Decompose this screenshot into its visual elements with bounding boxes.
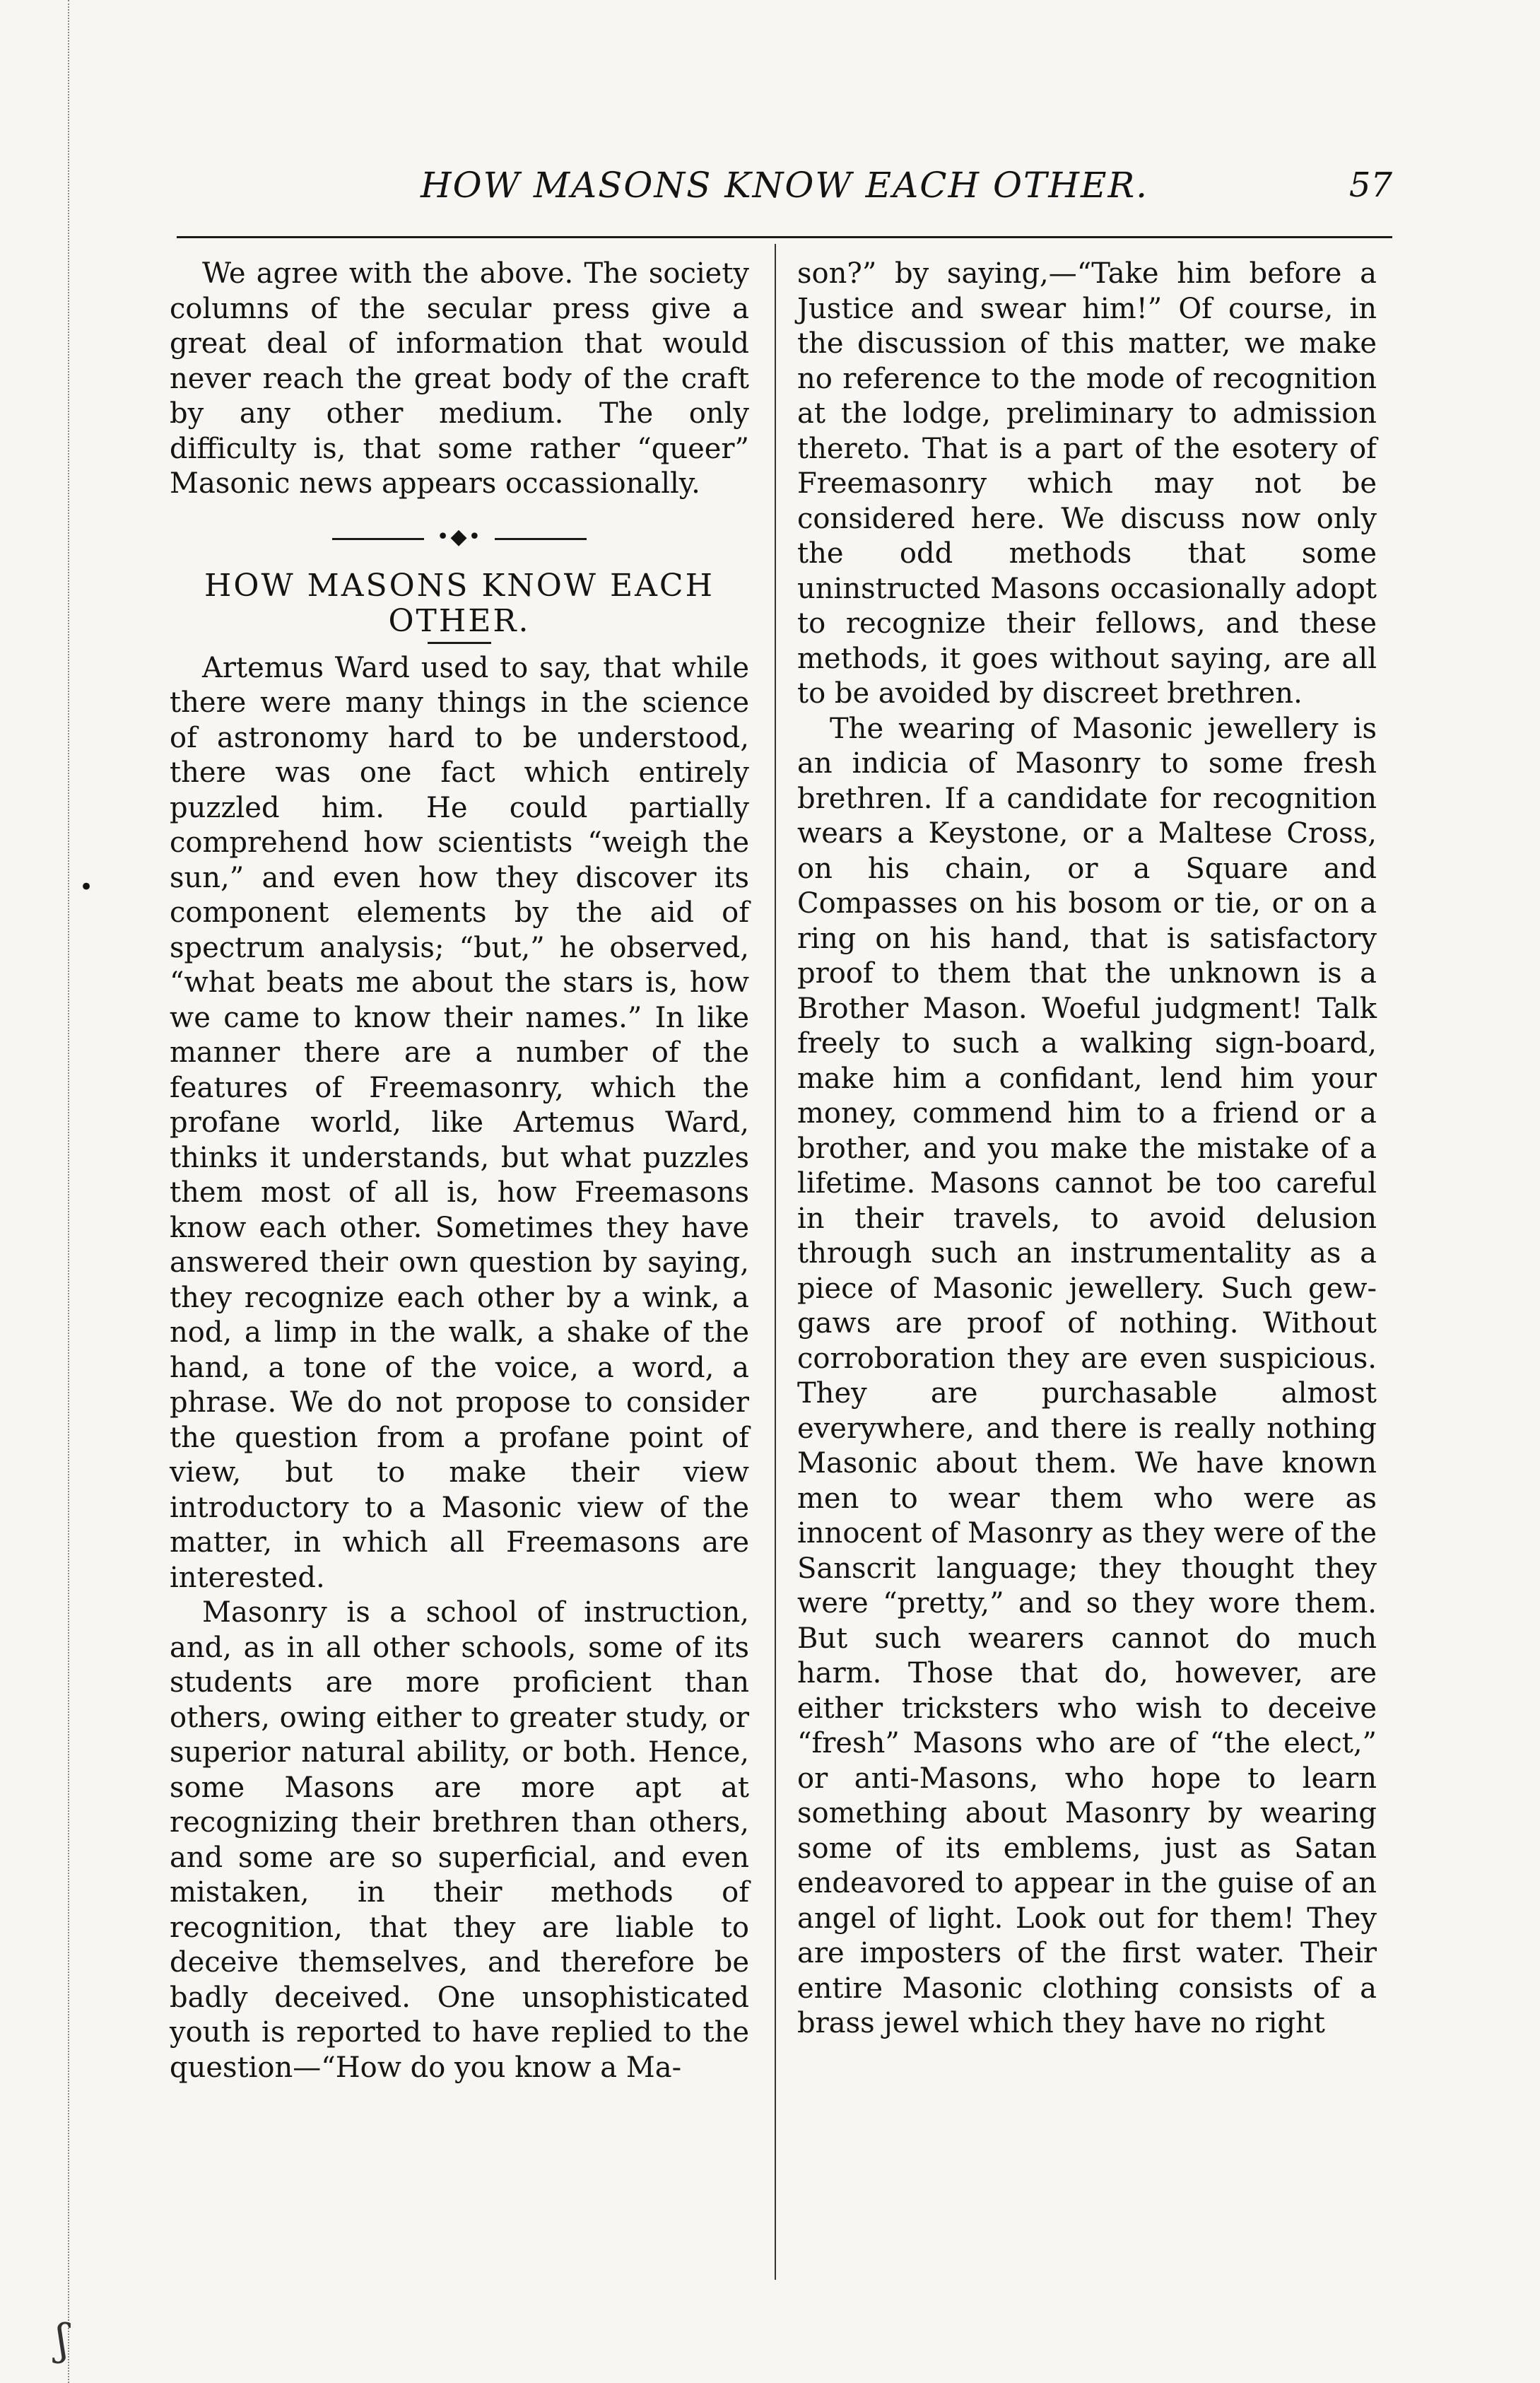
title-rule bbox=[428, 642, 491, 644]
scan-edge-mark: ʃ bbox=[57, 2315, 69, 2365]
running-head: HOW MASONS KNOW EACH OTHER. bbox=[420, 165, 1149, 206]
section-title: HOW MASONS KNOW EACH OTHER. bbox=[204, 567, 715, 639]
continued-paragraph: son?” by saying,—“Take him before a Justice and swear him!” Of course, in the discussion of this matter, we make no reference to the mode of recognition at the lodge, preliminary to admission thereto. That is a part of the esotery of Freemasonry which may not be considered here. We discuss now only the odd methods that some uninstructed Masons occasionally adopt to recognize their fellows, and these methods, it goes without saying, are all to be avoided by discreet brethren. bbox=[797, 257, 1377, 710]
page-number: 57 bbox=[1348, 165, 1392, 205]
body-paragraph: Masonry is a school of instruction, and, as in all other schools, some of its students are more proficient than others, owing either to greater study, or superior natural ability, or both. Hence, some Masons are more apt at recognizing their brethren than others, and some are so superficial, and even mistaken, in their methods of recognition, that they are liable to deceive themselves, and therefore be badly deceived. One unsophisticated youth is reported to have replied to the question—“How do you know a Ma- bbox=[170, 1596, 749, 2084]
left-column bbox=[170, 257, 749, 2085]
column-divider bbox=[775, 244, 776, 2280]
page-header bbox=[177, 164, 1392, 213]
ornament-rule-left bbox=[332, 538, 424, 540]
right-column bbox=[797, 257, 1377, 2042]
section-ornament bbox=[332, 524, 587, 549]
body-paragraph: Artemus Ward used to say, that while there were many things in the science of astronomy hard to be understood, there was one fact which entirely puzzled him. He could partially comprehend how scientists “weigh the sun,” and even how they discover its component elements by the aid of spectrum analysis; “but,” he observed, “what beats me about the stars is, how we came to know their names.” In like manner there are a number of the features of Freemasonry, which the profane world, like Artemus Ward, thinks it understands, but what puzzles them most of all is, how Freemasons know each other. Sometimes they have answered their own question by saying, they recognize each other by a wink, a nod, a limp in the walk, a shake of the hand, a tone of the voice, a word, a phrase. We do not propose to consider the question from a profane point of view, but to make their view introductory to a Masonic view of the matter, in which all Freemasons are interested. bbox=[170, 651, 749, 1594]
ornament-dots: •◆• bbox=[436, 524, 483, 549]
header-rule bbox=[177, 236, 1392, 238]
ornament-rule-right bbox=[495, 538, 587, 540]
scan-margin-line bbox=[68, 0, 69, 2383]
intro-paragraph: We agree with the above. The society columns of the secular press give a great deal of information that would never reach the great body of the craft by any other medium. The only difficulty is, that some rather “queer” Masonic news appears occassionally. bbox=[170, 257, 749, 500]
body-paragraph: The wearing of Masonic jewellery is an indicia of Masonry to some fresh brethren. If a candidate for recognition wears a Keystone, or a Maltese Cross, on his chain, or a Square and Compasses on his bosom or tie, or on a ring on his hand, that is satisfactory proof to them that the unknown is a Brother Mason. Woeful judgment! Talk freely to such a walking sign-board, make him a confidant, lend him your money, commend him to a friend or a brother, and you make the mistake of a lifetime. Masons cannot be too careful in their travels, to avoid delusion through such an instrumentality as a piece of Masonic jewellery. Such gew-gaws are proof of nothing. Without corroboration they are even suspicious. They are purchasable almost everywhere, and there is really nothing Masonic about them. We have known men to wear them who were as innocent of Masonry as they were of the Sanscrit language; they thought they were “pretty,” and so they wore them. But such wearers cannot do much harm. Those that do, however, are either tricksters who wish to deceive “fresh” Masons who are of “the elect,” or anti-Masons, who hope to learn something about Masonry by wearing some of its emblems, just as Satan endeavored to appear in the guise of an angel of light. Look out for them! They are imposters of the first water. Their entire Masonic clothing consists of a brass jewel which they have no right bbox=[797, 712, 1377, 2039]
margin-dot: • bbox=[79, 873, 94, 901]
